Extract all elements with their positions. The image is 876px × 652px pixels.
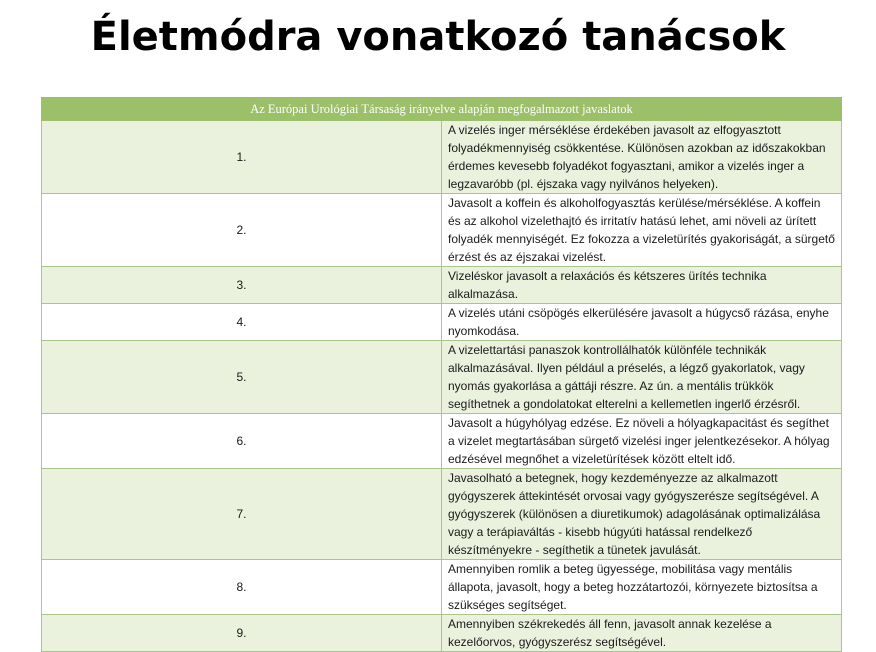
row-number: 5. bbox=[42, 341, 442, 414]
row-text: A vizelettartási panaszok kontrollálhatók különféle technikák alkalmazásával. Ilyen például a préselés, a légző gyakorlatok, vagy nyomás gyakorlása a gáttáji részre. Az ún. a mentális trükkök segíthetnek a gondolatokat elterelni a kellemetlen ingerlő érzésről. bbox=[442, 341, 842, 414]
row-number: 1. bbox=[42, 121, 442, 194]
row-text: Amennyiben székrekedés áll fenn, javasolt annak kezelése a kezelőorvos, gyógyszerész segítségével. bbox=[442, 615, 842, 652]
row-text: Javasolt a koffein és alkoholfogyasztás kerülése/mérséklése. A koffein és az alkohol vizelethajtó és irritatív hatású lehet, ami növeli az ürített folyadék mennyiségét. Ez fokozza a vizeletürítés gyakoriságát, a sürgető érzést és az éjszakai vizelést. bbox=[442, 194, 842, 267]
row-text: Amennyiben romlik a beteg ügyessége, mobilitása vagy mentális állapota, javasolt, hogy a beteg hozzátartozói, környezete biztosítsa a szükséges segítséget. bbox=[442, 560, 842, 615]
table-row bbox=[42, 469, 842, 560]
row-number: 8. bbox=[42, 560, 442, 615]
table-row bbox=[42, 341, 842, 414]
row-number: 7. bbox=[42, 469, 442, 560]
table-row bbox=[42, 615, 842, 652]
page-title: Életmódra vonatkozó tanácsok bbox=[90, 14, 786, 60]
row-number: 9. bbox=[42, 615, 442, 652]
row-number: 2. bbox=[42, 194, 442, 267]
table-row bbox=[42, 304, 842, 341]
table-row bbox=[42, 194, 842, 267]
row-text: Javasolható a betegnek, hogy kezdeményezze az alkalmazott gyógyszerek áttekintését orvosai vagy gyógyszerésze segítségével. A gyógyszerek (különösen a diuretikumok) adagolásának optimalizálása vagy a terápiaváltás - kisebb húgyúti hatással rendelkező készítményekre - segíthetik a tünetek javulását. bbox=[442, 469, 842, 560]
row-text: Vizeléskor javasolt a relaxációs és kétszeres ürítés technika alkalmazása. bbox=[442, 267, 842, 304]
table-header-row bbox=[42, 98, 842, 121]
row-text: Javasolt a húgyhólyag edzése. Ez növeli a hólyagkapacitást és segíthet a vizelet megtartásában sürgető vizelési inger jelentkezésekor. A hólyag edzésével megnőhet a vizeletürítések között eltelt idő. bbox=[442, 414, 842, 469]
row-number: 4. bbox=[42, 304, 442, 341]
table-row bbox=[42, 121, 842, 194]
row-text: A vizelés utáni csöpögés elkerülésére javasolt a húgycső rázása, enyhe nyomkodása. bbox=[442, 304, 842, 341]
row-text: A vizelés inger mérséklése érdekében javasolt az elfogyasztott folyadékmennyiség csökkentése. Különösen azokban az időszakokban érdemes kevesebb folyadékot fogyasztani, amikor a vizelés inger a legzavaróbb (pl. éjszaka vagy nyilvános helyeken). bbox=[442, 121, 842, 194]
row-number: 6. bbox=[42, 414, 442, 469]
advice-table bbox=[41, 97, 842, 652]
row-number: 3. bbox=[42, 267, 442, 304]
table-row bbox=[42, 414, 842, 469]
table-row bbox=[42, 560, 842, 615]
table-row bbox=[42, 267, 842, 304]
table-header: Az Európai Urológiai Társaság irányelve alapján megfogalmazott javaslatok bbox=[42, 98, 842, 121]
